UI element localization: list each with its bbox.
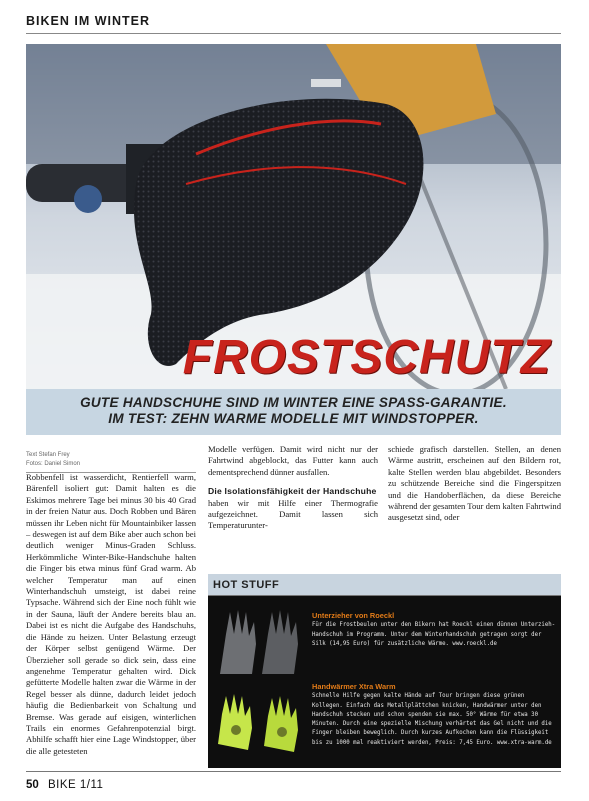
black-knit-gloves-photo: [212, 604, 308, 682]
article-paragraph: Modelle verfügen. Damit wird nicht nur der Fahrtwind abgeblockt, das Futter kann auch dementsprechend dünner ausfallen.: [208, 444, 378, 477]
article-paragraph: schiede grafisch darstellen. Stellen, an denen Wärme austritt, erscheinen auf den Bildern rot, kalte Stellen werden blau abgebildet. Besonders zu schützende Bereiche sind die Fingerspitzen und die Handoberflächen, da diese Bereiche während der gesamten Tour dem kalten Fahrtwind ausgesetzt sind, oder: [388, 444, 561, 523]
article-column-2: [208, 444, 378, 569]
hero-title: FROSTSCHUTZ: [182, 331, 551, 384]
credits: [26, 451, 196, 473]
article-paragraph: Robbenfell ist wasserdicht, Rentierfell warm, Bärenfell isoliert gut: Damit halten es die Eskimos mehrere Tage bei minus 30 bis 40 Grad in der freien Natur aus. Doch Robben und Bären müssen ihr Leben nicht für Mountainbiker lassen – deswegen ist auf dem Bike aber auch schon bei deutlich weniger Minus-Graden Schluss. Herkömmliche Winter-Bike-Handschuhe halten die Finger bis etwa minus fünf Grad warm. Ab welcher Temperatur man auf einen Winterhandschuh umsteigt, ist dabei reine Typsache. Während sich der Eine noch fühlt wie in der Sauna, läuft der Andere bereits blau an. Dabei ist es nicht die Aufgabe des Handschuhs, die Hände zu heizen. Unter Belastung erzeugt der Körper selbst genügend Wärme. Der Überzieher soll gerade so dick sein, dass eine angenehme Temperatur gehalten wird. Dick gefütterte Modelle halten zwar die Wärme in der Regel besser als dünne, dadurch leidet jedoch häufig die Bedienbarkeit von Schaltung und Bremse. Was gerade auf eisigen, winterlichen Trails ein enormes Gefahrenpotenzial birgt. Abhilfe schafft hier eine Lage Windstopper, über die alle getesteten: [26, 472, 196, 756]
page-number: 50: [26, 779, 39, 791]
hot-stuff-item-text: Für die Frostbeulen unter den Bikern hat Roeckl einen dünnen Unterzieh-Handschuh im Programm. Unter dem Winterhandschuh getragen sorgt der Silk (14,95 Euro) für zusätzliche Wärme. www.roeckl.de: [312, 622, 556, 647]
section-header: [26, 10, 561, 34]
article-column-3: [388, 444, 561, 569]
credit-text: Text Stefan Frey: [26, 452, 70, 458]
article-paragraph: haben wir mit Hilfe einer Thermografie aufgezeichnet. Damit lassen sich Temperaturunter-: [208, 497, 378, 531]
hot-stuff-title: HOT STUFF: [213, 579, 280, 591]
article-column-1: [26, 472, 196, 768]
section-title: BIKEN IM WINTER: [26, 14, 151, 28]
hot-stuff-item-2: [312, 682, 557, 748]
hot-stuff-item-title: Handwärmer Xtra Warm: [312, 682, 396, 691]
hot-stuff-header: [208, 574, 561, 596]
hot-stuff-item-1: [312, 611, 557, 649]
credit-photo: Fotos: Daniel Simon: [26, 461, 81, 467]
magazine-issue: BIKE 1/11: [48, 779, 104, 791]
hot-stuff-box: [208, 574, 561, 768]
article-subhead: Die Isolationsfähigkeit der Handschuhe: [208, 486, 377, 497]
subtitle-bar: [26, 389, 561, 435]
hot-stuff-item-title: Unterzieher von Roeckl: [312, 611, 395, 620]
page-footer: [26, 771, 561, 795]
subtitle-line-1: GUTE HANDSCHUHE SIND IM WINTER EINE SPASS-GARANTIE.: [80, 395, 507, 410]
hero-image: [26, 44, 561, 389]
hot-stuff-item-text: Schnelle Hilfe gegen kalte Hände auf Tour bringen diese grünen Kollegen. Einfach das Metallplättchen knicken, Handwärmer unter den Handschuh stecken und schon spenden sie max. 50° Wärme für etwa 30 Minuten. Durch eine spezielle Mischung verhärtet das Gel nicht und die Finger bleiben beweglich. Durch kurzes Aufkochen kann die Flüssigkeit bis zu 1000 mal reaktiviert werden, Preis: 7,45 Euro. www.xtra-warm.de: [312, 693, 552, 746]
subtitle-line-2: IM TEST: ZEHN WARME MODELLE MIT WINDSTOPPER.: [108, 411, 479, 426]
green-hand-warmers-photo: [212, 684, 308, 764]
